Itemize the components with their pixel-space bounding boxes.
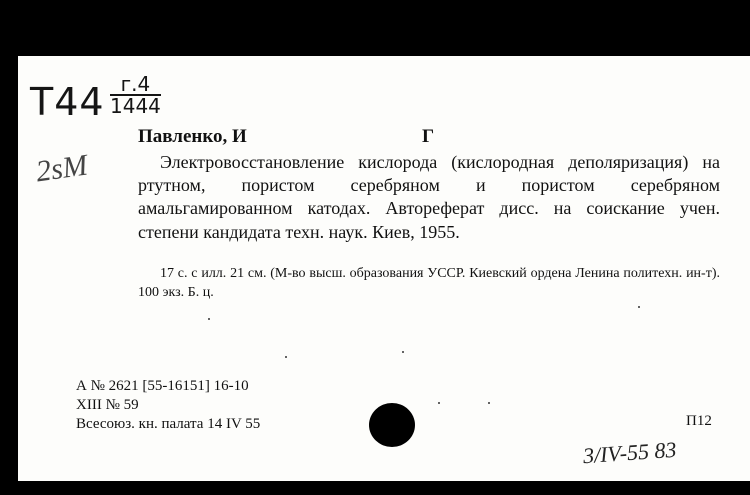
physical-description: 17 с. с илл. 21 см. (М-во высш. образования УССР. Киевский ордена Ленина политехн. ин-т). 100 экз. Б. ц. [138, 266, 720, 300]
author-initial: Г [422, 126, 435, 147]
speck [638, 306, 640, 308]
handwritten-date: 3/IV-55 83 [582, 436, 678, 469]
title-text: Электровосстановление кислорода (кислородная деполяризация) на ртутном, пористом серебряном и пористом серебряном амальгамированном катодах. Автореферат дисс. на соискание учен. степени кандидата техн. наук. Киев, 1955. [138, 152, 720, 242]
classification-code: П12 [686, 413, 712, 429]
accession-line-1: А № 2621 [55-16151] 16-10 [76, 378, 249, 394]
author-name: Павленко, И [138, 126, 247, 147]
accession-line-2: XIII № 59 [76, 397, 139, 413]
speck [285, 356, 287, 358]
speck [438, 402, 440, 404]
call-number-top: г.4 [110, 74, 161, 96]
ink-blot [369, 403, 415, 447]
catalog-card [18, 56, 750, 481]
call-number-bottom: 1444 [110, 94, 161, 118]
speck [402, 351, 404, 353]
handwritten-mark: 2sM [33, 148, 90, 189]
speck [488, 402, 490, 404]
call-number-fraction [110, 74, 161, 116]
call-number-main: Т44 [30, 80, 105, 124]
accession-line-3: Всесоюз. кн. палата 14 IV 55 [76, 416, 261, 432]
speck [208, 318, 210, 320]
